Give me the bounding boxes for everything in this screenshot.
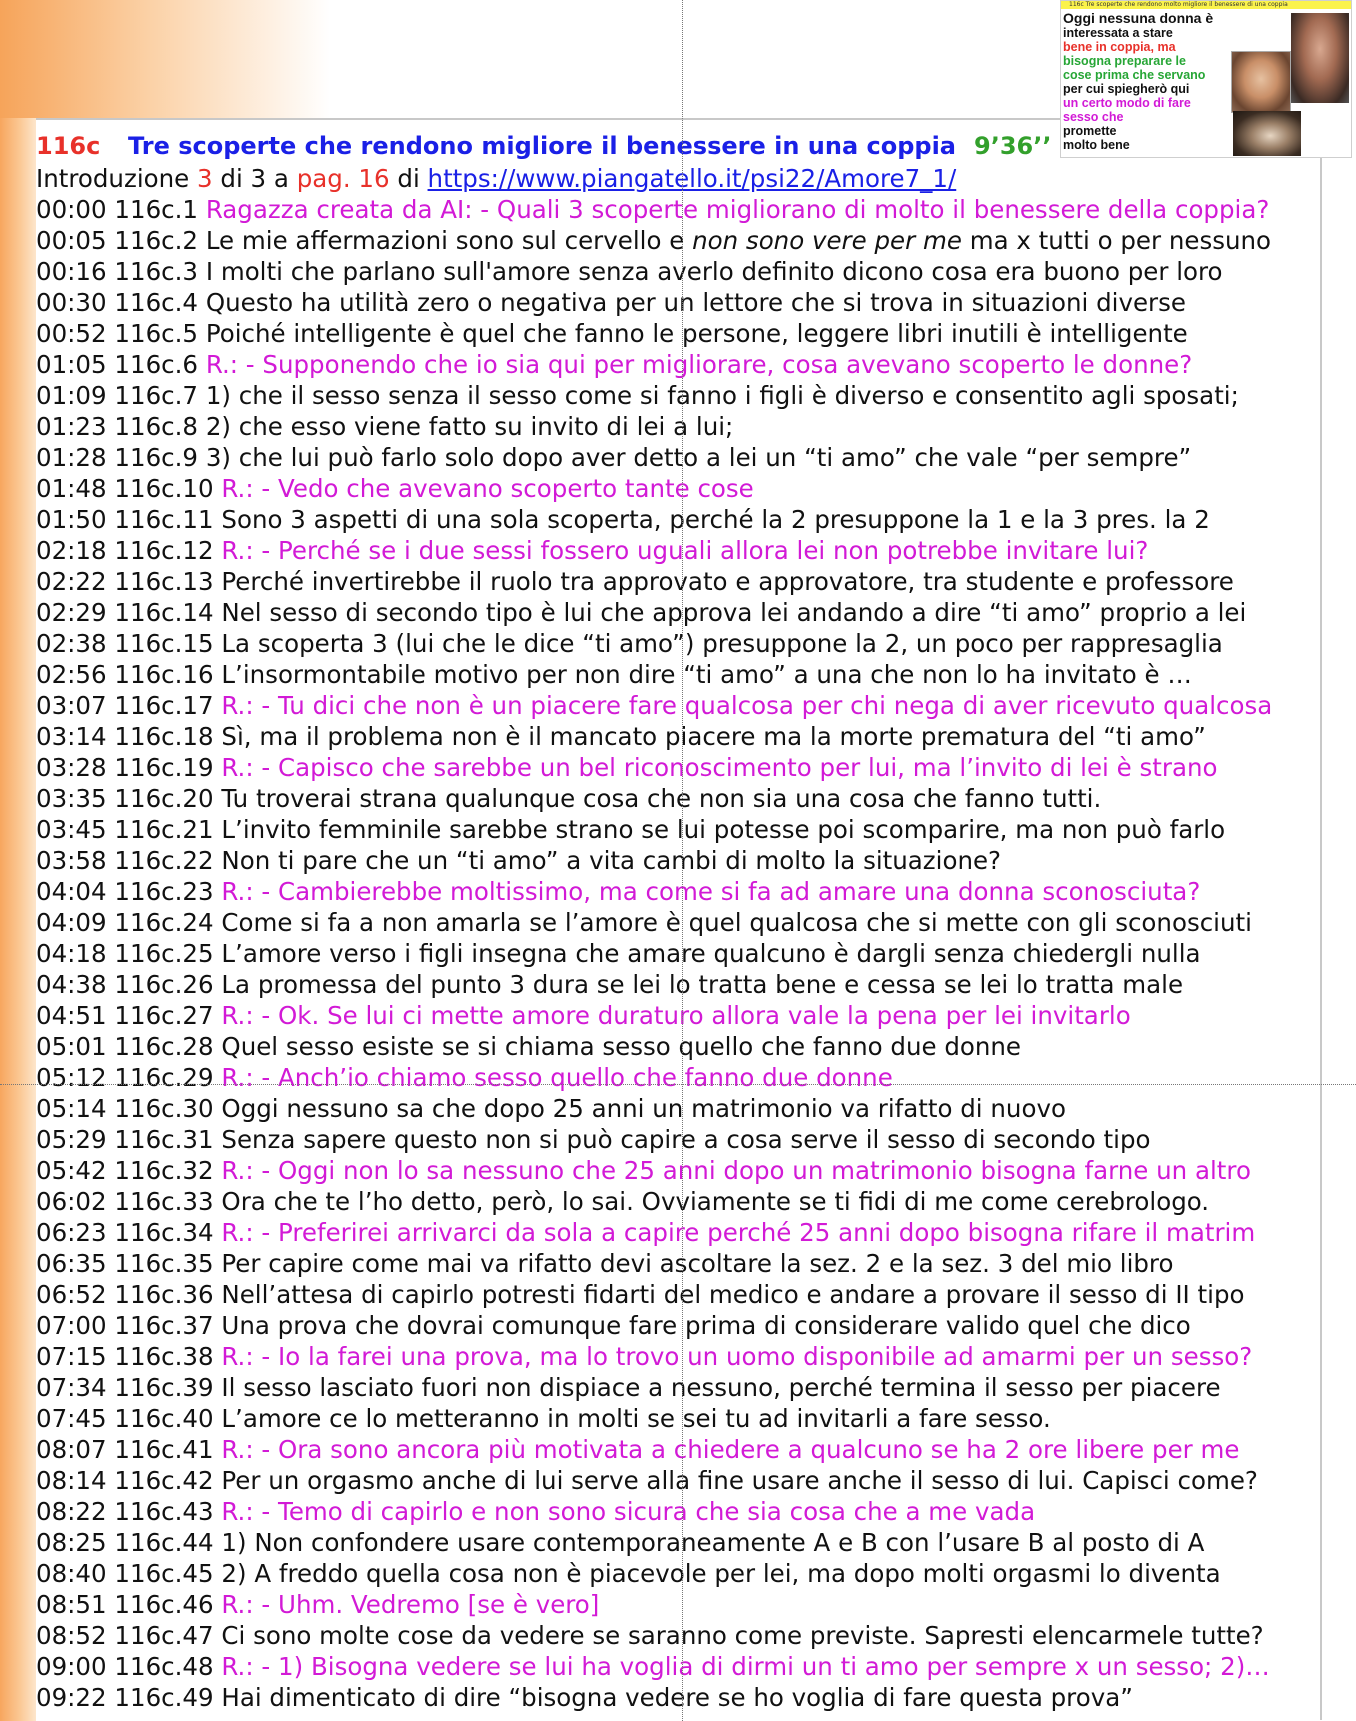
- transcript-line: [36, 411, 1326, 442]
- line-id: 116c.23: [114, 877, 214, 906]
- line-id: 116c.2: [114, 226, 199, 255]
- line-id: 116c.6: [114, 350, 199, 379]
- transcript-line: [36, 690, 1326, 721]
- line-text: R.: - Oggi non lo sa nessuno che 25 anni dopo un matrimonio bisogna farne un altro: [221, 1156, 1251, 1185]
- line-text: R.: - Uhm. Vedremo [se è vero]: [221, 1590, 600, 1619]
- line-id: 116c.29: [114, 1063, 214, 1092]
- timestamp: 01:09: [36, 381, 107, 410]
- episode-code: 116c: [36, 132, 101, 160]
- transcript-line: [36, 659, 1326, 690]
- transcript-line: [36, 1310, 1326, 1341]
- transcript-line: [36, 1279, 1326, 1310]
- line-id: 116c.17: [114, 691, 214, 720]
- transcript-line: [36, 1403, 1326, 1434]
- timestamp: 09:00: [36, 1652, 107, 1681]
- line-text: Perché invertirebbe il ruolo tra approvato e approvatore, tra studente e professore: [221, 567, 1234, 596]
- line-text: 1) che il sesso senza il sesso come si fanno i figli è diverso e consentito agli sposati;: [205, 381, 1239, 410]
- line-id: 116c.7: [114, 381, 199, 410]
- timestamp: 09:22: [36, 1683, 107, 1712]
- thumbnail-caption-line: sesso che: [1063, 110, 1124, 124]
- horizontal-guide-line: [0, 1084, 1356, 1085]
- timestamp: 04:18: [36, 939, 107, 968]
- thumbnail-caption-line: promette: [1063, 124, 1117, 138]
- line-text: Senza sapere questo non si può capire a cosa serve il sesso di secondo tipo: [221, 1125, 1151, 1154]
- timestamp: 08:52: [36, 1621, 107, 1650]
- transcript-line: [36, 1248, 1326, 1279]
- transcript-line: [36, 907, 1326, 938]
- timestamp: 03:07: [36, 691, 107, 720]
- line-text: La promessa del punto 3 dura se lei lo tratta bene e cessa se lei lo tratta male: [221, 970, 1184, 999]
- line-text: Per capire come mai va rifatto devi ascoltare la sez. 2 e la sez. 3 del mio libro: [221, 1249, 1174, 1278]
- line-text: Una prova che dovrai comunque fare prima di considerare valido quel che dico: [221, 1311, 1191, 1340]
- line-text: Questo ha utilità zero o negativa per un lettore che si trova in situazioni diverse: [205, 288, 1186, 317]
- line-id: 116c.4: [114, 288, 199, 317]
- transcript-line: [36, 752, 1326, 783]
- timestamp: 05:29: [36, 1125, 107, 1154]
- line-id: 116c.5: [114, 319, 199, 348]
- line-id: 116c.44: [114, 1528, 214, 1557]
- line-text: R.: - 1) Bisogna vedere se lui ha voglia di dirmi un ti amo per sempre x un sesso; 2)…: [221, 1652, 1270, 1681]
- timestamp: 08:25: [36, 1528, 107, 1557]
- transcript-line: [36, 969, 1326, 1000]
- line-text: R.: - Ora sono ancora più motivata a chiedere a qualcuno se ha 2 ore libere per me: [221, 1435, 1240, 1464]
- line-id: 116c.46: [114, 1590, 214, 1619]
- episode-header: [36, 130, 1052, 162]
- line-id: 116c.22: [114, 846, 214, 875]
- statue-image: [1233, 111, 1301, 156]
- transcript-line: [36, 814, 1326, 845]
- thumbnail-caption-line: cose prima che servano: [1063, 68, 1206, 82]
- line-id: 116c.49: [114, 1683, 214, 1712]
- line-text: Ora che te l’ho detto, però, lo sai. Ovviamente se ti fidi di me come cerebrologo.: [221, 1187, 1210, 1216]
- intro-connector: di: [389, 164, 428, 193]
- timestamp: 02:18: [36, 536, 107, 565]
- transcript-line: [36, 1496, 1326, 1527]
- line-text: R.: - Supponendo che io sia qui per migliorare, cosa avevano scoperto le donne?: [205, 350, 1193, 379]
- timestamp: 02:22: [36, 567, 107, 596]
- timestamp: 07:34: [36, 1373, 107, 1402]
- intro-line: [36, 163, 956, 195]
- timestamp: 05:12: [36, 1063, 107, 1092]
- timestamp: 02:29: [36, 598, 107, 627]
- timestamp: 05:42: [36, 1156, 107, 1185]
- timestamp: 04:38: [36, 970, 107, 999]
- line-id: 116c.15: [114, 629, 214, 658]
- timestamp: 05:14: [36, 1094, 107, 1123]
- line-id: 116c.14: [114, 598, 214, 627]
- line-text: L’insormontabile motivo per non dire “ti amo” a una che non lo ha invitato è …: [221, 660, 1192, 689]
- line-id: 116c.9: [114, 443, 199, 472]
- line-text: R.: - Preferirei arrivarci da sola a capire perché 25 anni dopo bisogna rifare il matrim: [221, 1218, 1256, 1247]
- line-text: Sono 3 aspetti di una sola scoperta, perché la 2 presuppone la 1 e la 3 pres. la 2: [221, 505, 1210, 534]
- line-text: 2) A freddo quella cosa non è piacevole per lei, ma dopo molti orgasmi lo diventa: [221, 1559, 1221, 1588]
- line-text: R.: - Vedo che avevano scoperto tante cose: [221, 474, 754, 503]
- episode-duration: 9’36’’: [974, 132, 1052, 160]
- timestamp: 00:30: [36, 288, 107, 317]
- man-portrait-image: [1291, 13, 1349, 103]
- transcript-line: [36, 1682, 1326, 1713]
- line-emphasis: non sono vere per me: [692, 226, 962, 255]
- timestamp: 02:56: [36, 660, 107, 689]
- line-id: 116c.47: [114, 1621, 214, 1650]
- line-id: 116c.25: [114, 939, 214, 968]
- episode-title: Tre scoperte che rendono migliore il benessere in una coppia: [128, 132, 956, 160]
- timestamp: 00:52: [36, 319, 107, 348]
- transcript-line: [36, 597, 1326, 628]
- timestamp: 08:51: [36, 1590, 107, 1619]
- transcript-line: [36, 504, 1326, 535]
- line-text: Quel sesso esiste se si chiama sesso quello che fanno due donne: [221, 1032, 1022, 1061]
- line-id: 116c.43: [114, 1497, 214, 1526]
- transcript-line: [36, 287, 1326, 318]
- line-text: Oggi nessuno sa che dopo 25 anni un matrimonio va rifatto di nuovo: [221, 1094, 1066, 1123]
- timestamp: 01:23: [36, 412, 107, 441]
- transcript-line: [36, 442, 1326, 473]
- transcript-line: [36, 1217, 1326, 1248]
- line-text: Non ti pare che un “ti amo” a vita cambi di molto la situazione?: [221, 846, 1002, 875]
- timestamp: 04:04: [36, 877, 107, 906]
- timestamp: 01:48: [36, 474, 107, 503]
- line-text: L’invito femminile sarebbe strano se lui potesse poi scomparire, ma non può farlo: [221, 815, 1226, 844]
- line-text: Nel sesso di secondo tipo è lui che approva lei andando a dire “ti amo” proprio a lei: [221, 598, 1247, 627]
- line-id: 116c.19: [114, 753, 214, 782]
- line-id: 116c.16: [114, 660, 214, 689]
- thumbnail-caption-line: un certo modo di fare: [1063, 96, 1191, 110]
- thumbnail-caption-line: Oggi nessuna donna è: [1063, 10, 1214, 26]
- transcript-line: [36, 845, 1326, 876]
- orange-top-gradient: [0, 0, 330, 118]
- timestamp: 07:15: [36, 1342, 107, 1371]
- line-id: 116c.28: [114, 1032, 214, 1061]
- line-id: 116c.35: [114, 1249, 214, 1278]
- line-text: 1) Non confondere usare contemporaneamente A e B con l’usare B al posto di A: [221, 1528, 1205, 1557]
- timestamp: 06:23: [36, 1218, 107, 1247]
- line-text: I molti che parlano sull'amore senza averlo definito dicono cosa era buono per loro: [205, 257, 1223, 286]
- line-id: 116c.42: [114, 1466, 214, 1495]
- line-text: R.: - Cambierebbe moltissimo, ma come si fa ad amare una donna sconosciuta?: [221, 877, 1201, 906]
- transcript-line: [36, 349, 1326, 380]
- transcript-line: [36, 1558, 1326, 1589]
- transcript-line: [36, 535, 1326, 566]
- timestamp: 03:14: [36, 722, 107, 751]
- line-text: L’amore ce lo metteranno in molti se sei tu ad invitarli a fare sesso.: [221, 1404, 1051, 1433]
- line-id: 116c.40: [114, 1404, 214, 1433]
- transcript-line: [36, 1186, 1326, 1217]
- intro-prefix: Introduzione: [36, 164, 198, 193]
- line-id: 116c.34: [114, 1218, 214, 1247]
- line-text: L’amore verso i figli insegna che amare qualcuno è dargli senza chiedergli nulla: [221, 939, 1201, 968]
- vertical-guide-line: [682, 0, 683, 1721]
- line-id: 116c.8: [114, 412, 199, 441]
- line-id: 116c.3: [114, 257, 199, 286]
- transcript-line: [36, 1651, 1326, 1682]
- transcript-line: [36, 1124, 1326, 1155]
- line-id: 116c.45: [114, 1559, 214, 1588]
- line-text-after: ma x tutti o per nessuno: [961, 226, 1272, 255]
- transcript-line: [36, 194, 1326, 225]
- line-text: R.: - Ok. Se lui ci mette amore duraturo allora vale la pena per lei invitarlo: [221, 1001, 1131, 1030]
- thumbnail-header: 116c Tre scoperte che rendono molto migliore il benessere di una coppia: [1061, 1, 1351, 9]
- thumbnail-caption-line: interessata a stare: [1063, 26, 1173, 40]
- line-id: 116c.1: [114, 195, 199, 224]
- line-id: 116c.37: [114, 1311, 214, 1340]
- thumbnail-caption-line: per cui spiegherò qui: [1063, 82, 1190, 96]
- timestamp: 03:58: [36, 846, 107, 875]
- timestamp: 00:16: [36, 257, 107, 286]
- line-text: Ci sono molte cose da vedere se saranno come previste. Sapresti elencarmele tutte?: [221, 1621, 1264, 1650]
- line-id: 116c.13: [114, 567, 214, 596]
- intro-middle: di 3 a: [212, 164, 297, 193]
- transcript-line: [36, 225, 1326, 256]
- transcript-line: [36, 1000, 1326, 1031]
- timestamp: 03:28: [36, 753, 107, 782]
- transcript-line: [36, 783, 1326, 814]
- timestamp: 03:35: [36, 784, 107, 813]
- line-id: 116c.31: [114, 1125, 214, 1154]
- transcript-line: [36, 1341, 1326, 1372]
- transcript-list: [36, 194, 1326, 1713]
- transcript-line: [36, 1589, 1326, 1620]
- timestamp: 01:05: [36, 350, 107, 379]
- transcript-line: [36, 876, 1326, 907]
- timestamp: 04:09: [36, 908, 107, 937]
- transcript-line: [36, 1062, 1326, 1093]
- line-id: 116c.36: [114, 1280, 214, 1309]
- line-text: Poiché intelligente è quel che fanno le persone, leggere libri inutili è intelligente: [205, 319, 1188, 348]
- line-text: Per un orgasmo anche di lui serve alla fine usare anche il sesso di lui. Capisci come?: [221, 1466, 1258, 1495]
- timestamp: 01:28: [36, 443, 107, 472]
- timestamp: 06:35: [36, 1249, 107, 1278]
- timestamp: 00:00: [36, 195, 107, 224]
- timestamp: 07:00: [36, 1311, 107, 1340]
- line-id: 116c.27: [114, 1001, 214, 1030]
- transcript-line: [36, 256, 1326, 287]
- line-id: 116c.30: [114, 1094, 214, 1123]
- line-id: 116c.26: [114, 970, 214, 999]
- transcript-line: [36, 1527, 1326, 1558]
- transcript-line: [36, 721, 1326, 752]
- line-id: 116c.11: [114, 505, 214, 534]
- orange-margin-strip: [0, 0, 36, 1721]
- line-text: Il sesso lasciato fuori non dispiace a nessuno, perché termina il sesso per piacere: [221, 1373, 1221, 1402]
- transcript-line: [36, 1155, 1326, 1186]
- line-text: R.: - Tu dici che non è un piacere fare qualcosa per chi nega di aver ricevuto qualcosa: [221, 691, 1273, 720]
- line-id: 116c.41: [114, 1435, 214, 1464]
- line-text: R.: - Temo di capirlo e non sono sicura che sia cosa che a me vada: [221, 1497, 1036, 1526]
- timestamp: 06:02: [36, 1187, 107, 1216]
- line-text: Tu troverai strana qualunque cosa che non sia una cosa che fanno tutti.: [221, 784, 1102, 813]
- line-id: 116c.18: [114, 722, 214, 751]
- thumbnail-caption-line: molto bene: [1063, 138, 1130, 152]
- transcript-line: [36, 1372, 1326, 1403]
- intro-page: pag. 16: [296, 164, 390, 193]
- transcript-line: [36, 1031, 1326, 1062]
- timestamp: 00:05: [36, 226, 107, 255]
- line-text: Nell’attesa di capirlo potresti fidarti del medico e andare a provare il sesso di II tipo: [221, 1280, 1245, 1309]
- line-text: 2) che esso viene fatto su invito di lei a lui;: [205, 412, 734, 441]
- thumbnail-panel: [1060, 0, 1352, 158]
- timestamp: 07:45: [36, 1404, 107, 1433]
- line-text: R.: - Perché se i due sessi fossero uguali allora lei non potrebbe invitare lui?: [221, 536, 1149, 565]
- line-id: 116c.39: [114, 1373, 214, 1402]
- thumbnail-caption-line: bene in coppia, ma: [1063, 40, 1176, 54]
- line-id: 116c.33: [114, 1187, 214, 1216]
- transcript-line: [36, 473, 1326, 504]
- line-id: 116c.38: [114, 1342, 214, 1371]
- line-id: 116c.48: [114, 1652, 214, 1681]
- line-id: 116c.10: [114, 474, 214, 503]
- line-text: R.: - Capisco che sarebbe un bel riconoscimento per lui, ma l’invito di lei è strano: [221, 753, 1218, 782]
- timestamp: 01:50: [36, 505, 107, 534]
- intro-url-link[interactable]: https://www.piangatello.it/psi22/Amore7_1/: [427, 164, 957, 193]
- timestamp: 04:51: [36, 1001, 107, 1030]
- transcript-line: [36, 380, 1326, 411]
- transcript-line: [36, 566, 1326, 597]
- transcript-line: [36, 318, 1326, 349]
- timestamp: 08:22: [36, 1497, 107, 1526]
- transcript-line: [36, 1434, 1326, 1465]
- line-id: 116c.21: [114, 815, 214, 844]
- timestamp: 08:07: [36, 1435, 107, 1464]
- thumbnail-caption: [1063, 10, 1233, 152]
- line-id: 116c.20: [114, 784, 214, 813]
- timestamp: 03:45: [36, 815, 107, 844]
- thumbnail-caption-line: bisogna preparare le: [1063, 54, 1186, 68]
- timestamp: 06:52: [36, 1280, 107, 1309]
- line-text: La scoperta 3 (lui che le dice “ti amo”) presuppone la 2, un poco per rappresaglia: [221, 629, 1223, 658]
- transcript-line: [36, 1093, 1326, 1124]
- line-text: R.: - Io la farei una prova, ma lo trovo un uomo disponibile ad amarmi per un sesso?: [221, 1342, 1253, 1371]
- intro-part-number: 3: [197, 164, 213, 193]
- transcript-line: [36, 1620, 1326, 1651]
- line-text: Come si fa a non amarla se l’amore è quel qualcosa che si mette con gli sconosciuti: [221, 908, 1252, 937]
- line-text: Hai dimenticato di dire “bisogna vedere se ho voglia di fare questa prova”: [221, 1683, 1133, 1712]
- line-id: 116c.24: [114, 908, 214, 937]
- line-text: Sì, ma il problema non è il mancato piacere ma la morte prematura del “ti amo”: [221, 722, 1206, 751]
- line-text: Le mie affermazioni sono sul cervello e: [205, 226, 693, 255]
- line-id: 116c.12: [114, 536, 214, 565]
- line-id: 116c.32: [114, 1156, 214, 1185]
- line-text: R.: - Anch’io chiamo sesso quello che fanno due donne: [221, 1063, 893, 1092]
- transcript-line: [36, 1465, 1326, 1496]
- woman-portrait-image: [1231, 51, 1291, 113]
- timestamp: 05:01: [36, 1032, 107, 1061]
- timestamp: 02:38: [36, 629, 107, 658]
- transcript-line: [36, 938, 1326, 969]
- transcript-line: [36, 628, 1326, 659]
- line-text: Ragazza creata da AI: - Quali 3 scoperte migliorano di molto il benessere della coppia?: [205, 195, 1270, 224]
- timestamp: 08:40: [36, 1559, 107, 1588]
- line-text: 3) che lui può farlo solo dopo aver detto a lei un “ti amo” che vale “per sempre”: [205, 443, 1192, 472]
- timestamp: 08:14: [36, 1466, 107, 1495]
